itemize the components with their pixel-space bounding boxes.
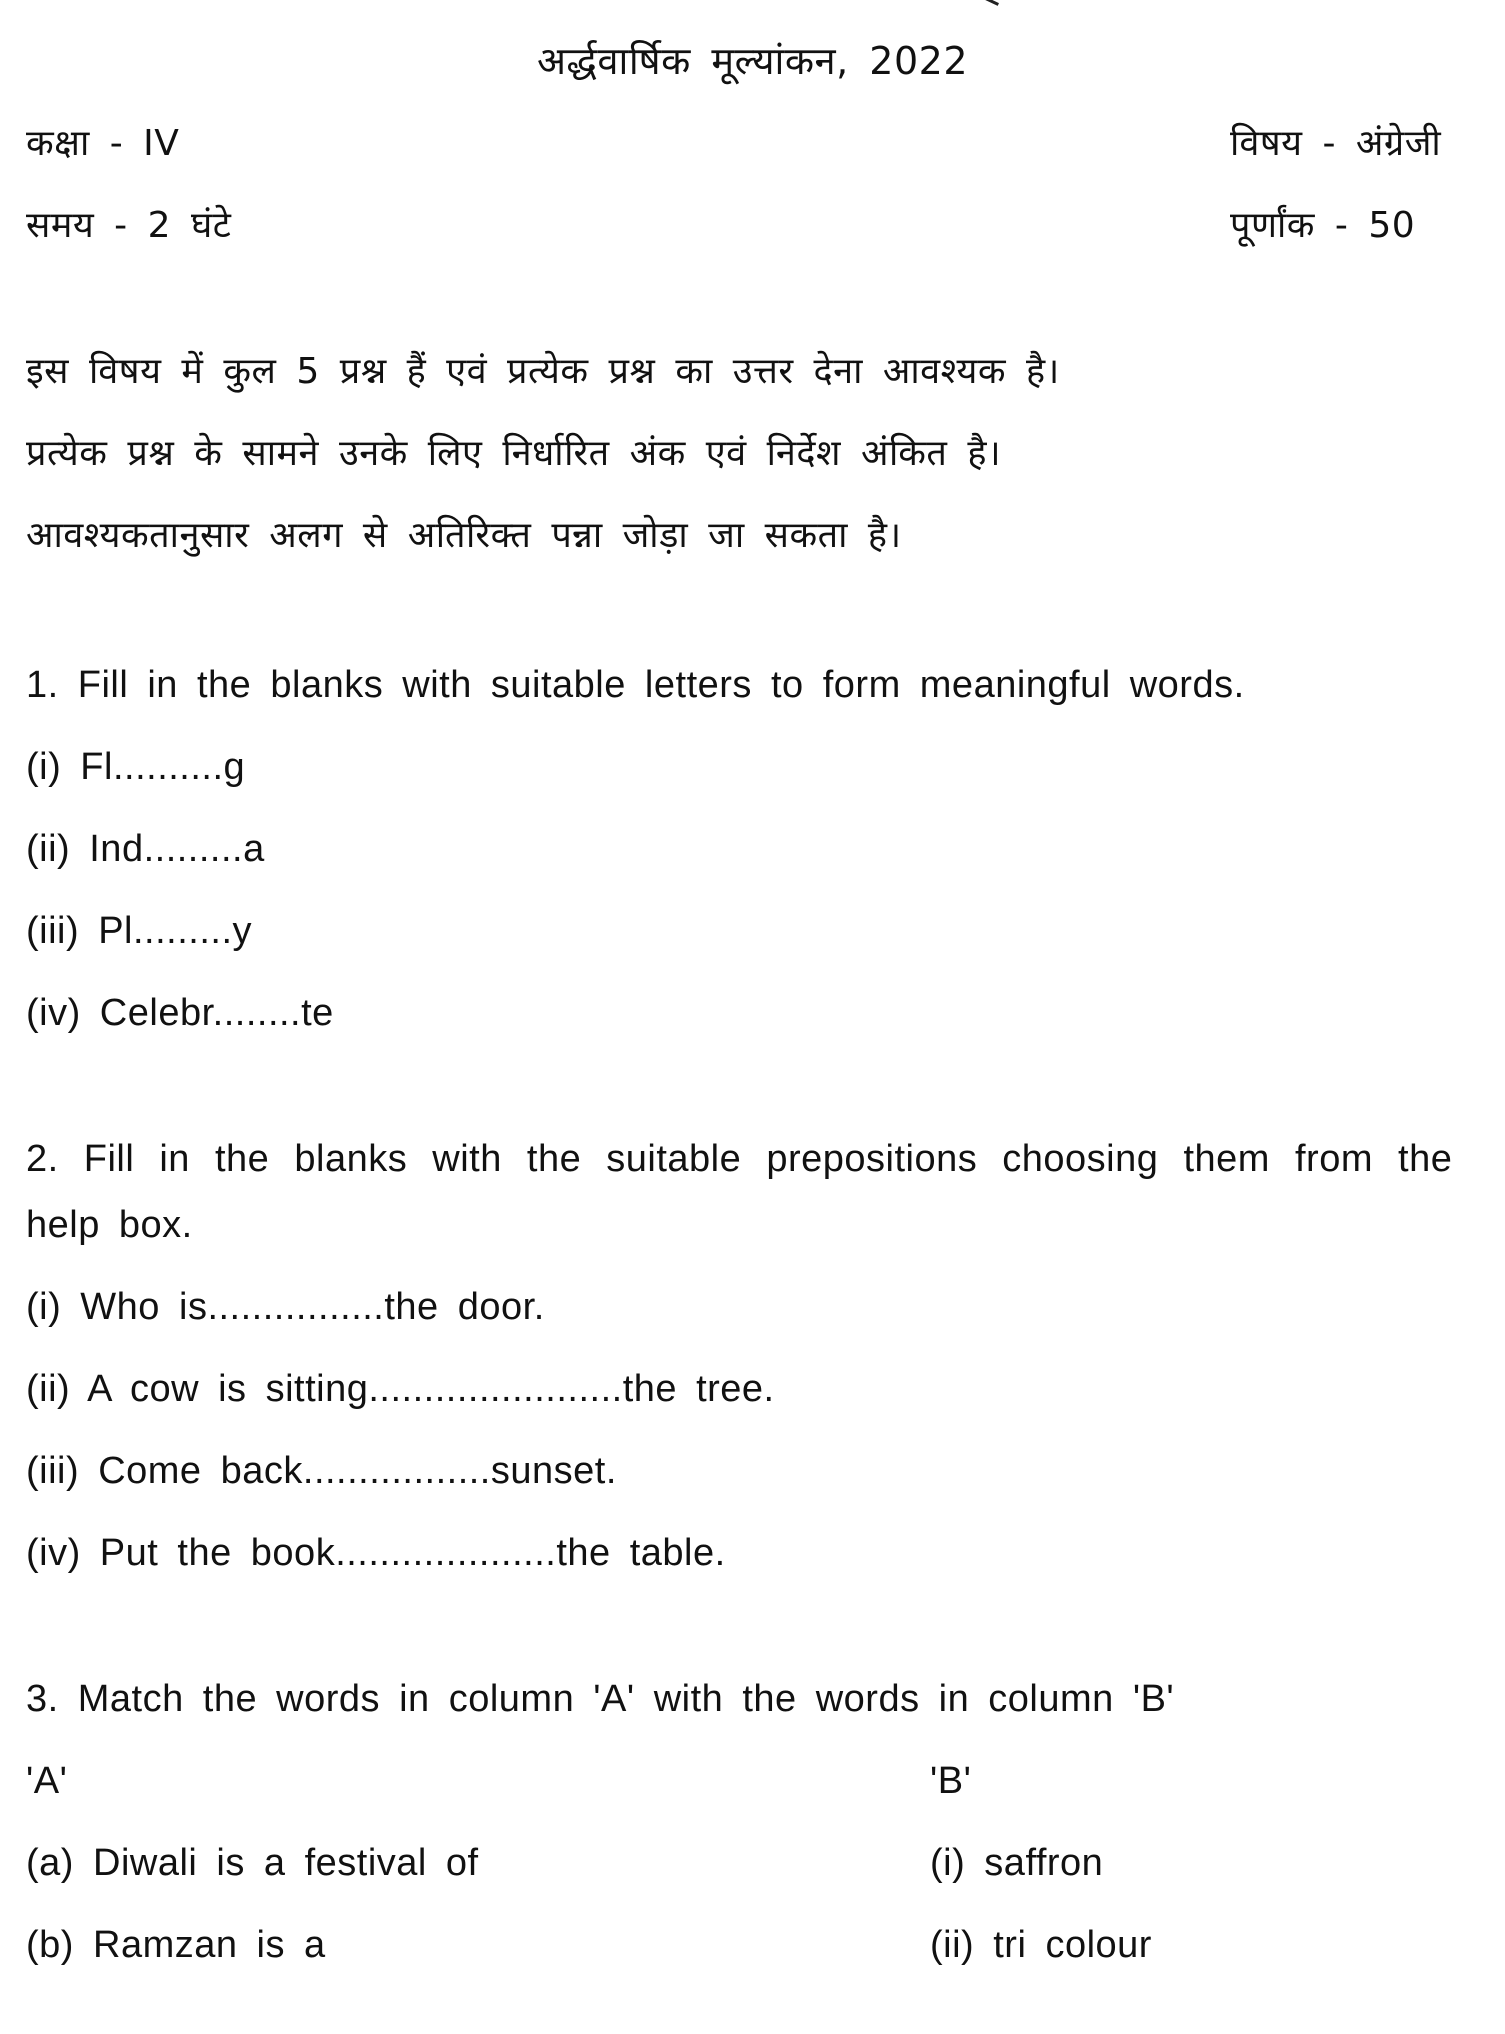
question-item: (iii) Pl.........y	[26, 910, 252, 952]
cropped-mark	[985, 0, 999, 6]
column-b-item: (ii) tri colour	[930, 1924, 1152, 1966]
question-item: (i) Who is................the door.	[26, 1286, 545, 1328]
column-b-item: (i) saffron	[930, 1842, 1104, 1884]
question-prompt: 2. Fill in the blanks with the suitable prepositions choosing them from the	[26, 1138, 1453, 1180]
question-prompt: 3. Match the words in column 'A' with the words in column 'B'	[26, 1678, 1175, 1720]
class-label: कक्षा - IV	[26, 123, 180, 164]
question-item: (i) Fl..........g	[26, 746, 246, 788]
question-prompt-continued: help box.	[26, 1204, 193, 1246]
column-b-header: 'B'	[930, 1760, 972, 1802]
question-item: (iii) Come back.................sunset.	[26, 1450, 617, 1492]
question-item: (iv) Celebr........te	[26, 992, 334, 1034]
column-a-item: (a) Diwali is a festival of	[26, 1842, 479, 1884]
instruction-line: इस विषय में कुल 5 प्रश्न हैं एवं प्रत्येक प्रश्न का उत्तर देना आवश्यक है।	[26, 351, 1060, 392]
subject-label: विषय - अंग्रेजी	[1230, 123, 1442, 164]
column-a-header: 'A'	[26, 1760, 68, 1802]
question-item: (ii) A cow is sitting.......................the tree.	[26, 1368, 775, 1410]
question-prompt: 1. Fill in the blanks with suitable letters to form meaningful words.	[26, 664, 1245, 706]
instruction-line: आवश्यकतानुसार अलग से अतिरिक्त पन्ना जोड़ा जा सकता है।	[26, 515, 902, 556]
max-marks-label: पूर्णांक - 50	[1230, 205, 1416, 246]
exam-title: अर्द्धवार्षिक मूल्यांकन, 2022	[536, 39, 969, 83]
column-a-item: (b) Ramzan is a	[26, 1924, 326, 1966]
time-label: समय - 2 घंटे	[26, 205, 232, 246]
question-item: (ii) Ind.........a	[26, 828, 265, 870]
instruction-line: प्रत्येक प्रश्न के सामने उनके लिए निर्धारित अंक एवं निर्देश अंकित है।	[26, 433, 1002, 474]
question-item: (iv) Put the book....................the table.	[26, 1532, 726, 1574]
